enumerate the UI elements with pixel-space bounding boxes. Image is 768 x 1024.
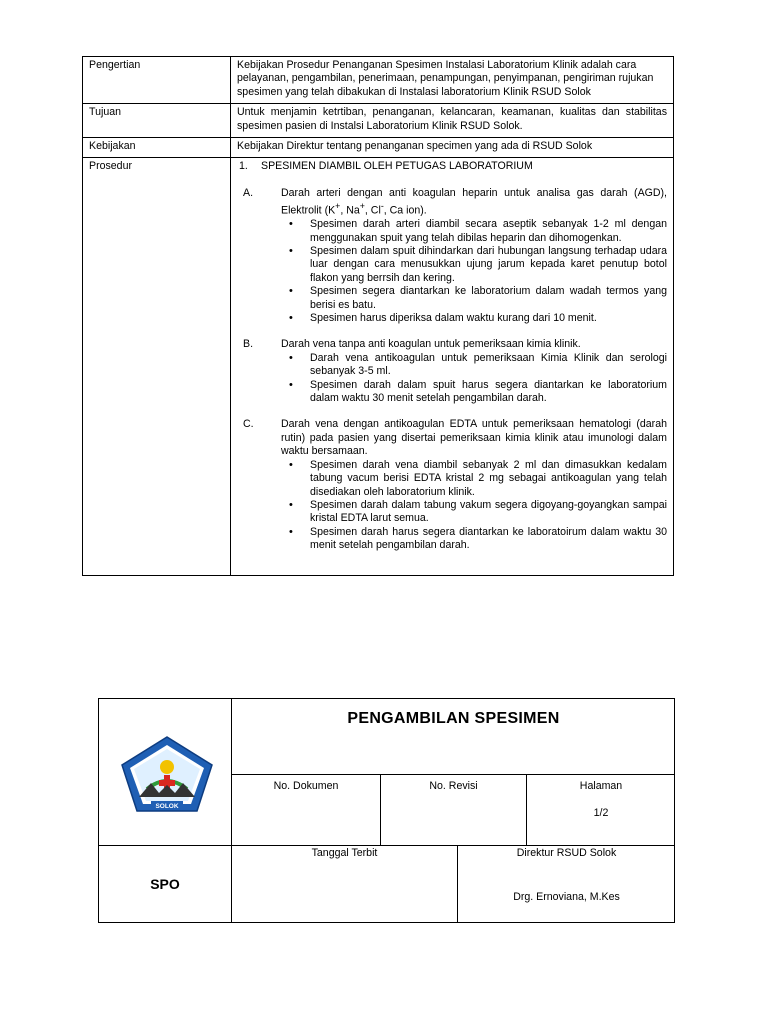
list-item: • Spesimen dalam spuit dihindarkan dari hubungan langsung terhadap udara luar dengan cara menusukkan ujung jarum kepada karet penutup botol flakon yang berrsih dan kering. bbox=[310, 245, 667, 285]
tanggal-terbit-label: Tanggal Terbit bbox=[311, 847, 378, 859]
list-item: • Spesimen darah arteri diambil secara aseptik sebanyak 1-2 ml dengan menggunakan spuit yang telah dibilas heparin dan dihomogenkan. bbox=[310, 218, 667, 245]
sup-na: + bbox=[359, 201, 365, 212]
subsection-b-list bbox=[259, 352, 667, 406]
tanggal-terbit-cell bbox=[232, 846, 458, 923]
no-revisi-cell bbox=[381, 775, 527, 846]
subsection-a-list bbox=[259, 218, 667, 325]
document-title: PENGAMBILAN SPESIMEN bbox=[232, 699, 675, 775]
subsection-b bbox=[237, 338, 667, 405]
direktur-cell bbox=[458, 846, 675, 923]
head-a-part4: , Ca ion). bbox=[383, 204, 427, 217]
subsection-b-head: Darah vena tanpa anti koagulan untuk pemeriksaan kimia klinik. bbox=[281, 338, 581, 351]
text-tujuan: Untuk menjamin ketrtiban, penanganan, kelancaran, keamanan, kualitas dan stabilitas spesimen pasien di Instalsi Laboratorium Klinik RSUD Solok. bbox=[231, 104, 674, 138]
subsection-b-letter: B. bbox=[243, 338, 254, 351]
direktur-name: Drg. Ernoviana, M.Kes bbox=[513, 891, 620, 903]
list-item: • Spesimen darah dalam spuit harus segera diantarkan ke laboratorium dalam waktu 30 menit setelah pengambilan darah. bbox=[310, 379, 667, 406]
list-item: • Spesimen darah vena diambil sebanyak 2 ml dan dimasukkan kedalam tabung vacum berisi EDTA kristal 2 mg sebagai antikoagulan yang telah disediakan oleh laboratorium klinik. bbox=[310, 459, 667, 499]
sup-k: + bbox=[335, 201, 341, 212]
subsection-c bbox=[237, 418, 667, 552]
subsection-a-letter: A. bbox=[243, 186, 254, 199]
row-kebijakan bbox=[83, 138, 674, 158]
no-revisi-label: No. Revisi bbox=[429, 780, 478, 792]
halaman-cell bbox=[527, 775, 675, 846]
label-tujuan: Tujuan bbox=[83, 104, 231, 138]
head-a-part1: Darah arteri dengan anti koagulan heparin untuk analisa gas darah (AGD), Elektrolit (K bbox=[281, 186, 667, 217]
policy-table bbox=[82, 56, 674, 576]
direktur-label: Direktur RSUD Solok bbox=[516, 847, 617, 859]
row-prosedur bbox=[83, 158, 674, 575]
subsection-a-head bbox=[259, 187, 667, 218]
list-item: • Spesimen darah harus segera diantarkan ke laboratoirum dalam waktu 30 menit setelah pengambilan darah. bbox=[310, 526, 667, 553]
row-tujuan bbox=[83, 104, 674, 138]
no-dokumen-cell bbox=[232, 775, 381, 846]
halaman-value: 1/2 bbox=[593, 807, 609, 819]
logo-text: SOLOK bbox=[155, 803, 179, 810]
no-dokumen-label: No. Dokumen bbox=[273, 780, 339, 792]
subsection-c-list bbox=[259, 459, 667, 553]
label-prosedur: Prosedur bbox=[83, 158, 231, 575]
spo-header-table bbox=[98, 698, 675, 923]
section-title bbox=[239, 160, 667, 173]
spo-label: SPO bbox=[99, 846, 232, 923]
section-number: 1. bbox=[239, 160, 248, 173]
subsection-c-head: Darah vena dengan antikoagulan EDTA untuk pemeriksaan hematologi (darah rutin) pada pasien yang disertai pemeriksaan kimia klinik atau imunologi dalam waktu bersamaan. bbox=[281, 418, 667, 458]
subsection-a bbox=[237, 187, 667, 326]
hospital-logo-icon bbox=[119, 735, 215, 815]
sup-cl: - bbox=[380, 201, 384, 212]
list-item: • Spesimen segera diantarkan ke laboratorium dalam wadah termos yang berisi es batu. bbox=[310, 285, 667, 312]
text-kebijakan: Kebijakan Direktur tentang penanganan specimen yang ada di RSUD Solok bbox=[231, 138, 674, 158]
halaman-label: Halaman bbox=[579, 780, 623, 792]
list-item: • Spesimen harus diperiksa dalam waktu kurang dari 10 menit. bbox=[310, 312, 667, 325]
logo-cell bbox=[99, 699, 232, 846]
subsection-c-letter: C. bbox=[243, 418, 254, 431]
row-pengertian bbox=[83, 57, 674, 104]
list-item: • Spesimen darah dalam tabung vakum segera digoyang-goyangkan sampai kristal EDTA larut semua. bbox=[310, 499, 667, 526]
prosedur-content bbox=[231, 158, 674, 575]
label-pengertian: Pengertian bbox=[83, 57, 231, 104]
text-pengertian: Kebijakan Prosedur Penanganan Spesimen Instalasi Laboratorium Klinik adalah cara pelayanan, pengambilan, penerimaan, penampungan, penyimpanan, pengiriman rujukan spesimen yang telah dibakukan di Instalasi laboratorium Klinik RSUD Solok bbox=[231, 57, 674, 104]
head-a-part2: , Na bbox=[340, 204, 360, 217]
head-a-part3: , Cl bbox=[364, 204, 381, 217]
label-kebijakan: Kebijakan bbox=[83, 138, 231, 158]
list-item: • Darah vena antikoagulan untuk pemeriksaan Kimia Klinik dan serologi sebanyak 3-5 ml. bbox=[310, 352, 667, 379]
section-title-text: SPESIMEN DIAMBIL OLEH PETUGAS LABORATORIUM bbox=[261, 160, 533, 173]
